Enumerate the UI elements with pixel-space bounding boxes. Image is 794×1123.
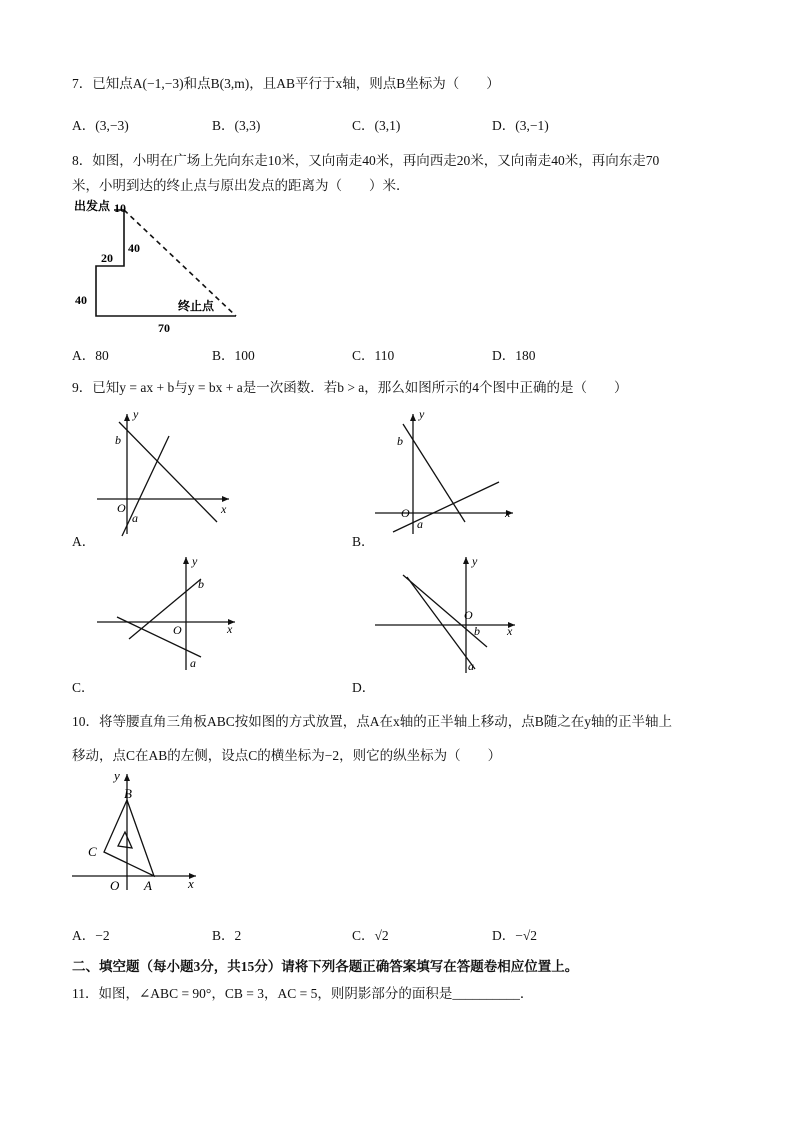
q9a-origin-label: O (117, 501, 126, 515)
q10-point-c: C (88, 844, 97, 859)
q8-seg-label-10: 10 (114, 201, 126, 215)
q8-stem-line1: 8．如图，小明在广场上先向东走10米，又向南走40米，再向西走20米，又向南走40米，再向东走70 (72, 153, 660, 168)
q9b-y-arrow (410, 414, 416, 421)
q9d-y-arrow (463, 557, 469, 564)
q9a-line-2 (122, 436, 169, 536)
q9-stem: 9．已知y = ax + b与y = bx + a是一次函数．若b > a，那么如图所示的4个图中正确的是（ ） (72, 380, 628, 395)
q9d-x-label: x (507, 624, 513, 638)
q9c-line-1 (129, 579, 201, 639)
q9-graph-a (95, 404, 245, 534)
q8-end-label: 终止点 (178, 299, 215, 313)
q10-stem-line2: 移动，点C在AB的左侧，设点C的横坐标为−2，则它的纵坐标为（ ） (72, 748, 502, 763)
q10-triangle-outer (104, 800, 154, 876)
q9d-a-label: a (468, 659, 474, 673)
q9-graph-c (95, 555, 245, 675)
q9-option-c[interactable]: C． (72, 680, 95, 695)
q9b-y-label: y (419, 407, 425, 421)
section2-heading: 二、填空题（每小题3分，共15分）请将下列各题正确答案填写在答题卷相应位置上。 (72, 959, 579, 974)
q8-seg-label-70: 70 (158, 321, 170, 335)
q10-y-label: y (114, 768, 120, 783)
q9c-origin-label: O (173, 623, 182, 637)
q10-point-b: B (124, 786, 132, 801)
q10-option-b[interactable]: B．2 (212, 928, 242, 943)
q9c-y-arrow (183, 557, 189, 564)
q7-option-d[interactable]: D．(3,−1) (492, 118, 549, 133)
q9c-y-label: y (192, 554, 198, 568)
q10-triangle-inner (118, 832, 132, 848)
q10-point-a: A (144, 878, 152, 893)
q9d-line-2 (407, 577, 475, 669)
q8-seg-label-20: 20 (101, 251, 113, 265)
q9-graph-b (373, 404, 523, 534)
q10-option-c[interactable]: C．√2 (352, 928, 389, 943)
q8-seg-label-40a: 40 (128, 241, 140, 255)
q9a-x-label: x (221, 502, 227, 516)
q10-stem-line1: 10．将等腰直角三角板ABC按如图的方式放置，点A在x轴的正半轴上移动，点B随之在y轴的正半轴上 (72, 714, 673, 729)
q7-option-b[interactable]: B．(3,3) (212, 118, 261, 133)
q8-stem-line2: 米，小明到达的终止点与原出发点的距离为（ ）米． (72, 178, 410, 193)
q9b-line-1 (403, 424, 465, 522)
q9b-a-label: a (417, 517, 423, 531)
q9b-origin-label: O (401, 506, 410, 520)
q10-figure (70, 766, 210, 896)
q9a-y-arrow (124, 414, 130, 421)
q9-option-a[interactable]: A． (72, 534, 96, 549)
q9d-origin-label: O (464, 608, 473, 622)
q9-option-d[interactable]: D． (352, 680, 376, 695)
q9-option-b[interactable]: B． (352, 534, 375, 549)
q9c-b-label: b (198, 577, 204, 591)
q10-option-a[interactable]: A．−2 (72, 928, 110, 943)
q10-option-d[interactable]: D．−√2 (492, 928, 538, 943)
q8-figure (70, 196, 250, 336)
q9c-a-label: a (190, 656, 196, 670)
q8-option-d[interactable]: D．180 (492, 348, 536, 363)
q8-walk-path (96, 210, 236, 316)
q9c-line-2 (117, 617, 201, 657)
q8-option-a[interactable]: A．80 (72, 348, 109, 363)
q7-option-a[interactable]: A．(3,−3) (72, 118, 129, 133)
q9a-a-label: a (132, 511, 138, 525)
q9c-x-label: x (227, 622, 233, 636)
q9a-b-label: b (115, 433, 121, 447)
q11-stem: 11．如图，∠ABC = 90°，CB = 3，AC = 5，则阴影部分的面积是__________． (72, 986, 534, 1001)
q9b-b-label: b (397, 434, 403, 448)
q9d-b-label: b (474, 624, 480, 638)
q7-option-c[interactable]: C．(3,1) (352, 118, 401, 133)
q10-y-arrow (124, 774, 130, 781)
q9d-y-label: y (472, 554, 478, 568)
q9a-y-label: y (133, 407, 139, 421)
q7-stem: 7．已知点A(−1,−3)和点B(3,m)，且AB平行于x轴，则点B坐标为（ ） (72, 76, 500, 91)
q9b-x-label: x (505, 506, 511, 520)
q9-graph-d (373, 555, 523, 675)
q8-option-b[interactable]: B．100 (212, 348, 255, 363)
q8-seg-label-40b: 40 (75, 293, 87, 307)
q10-x-label: x (188, 876, 194, 891)
q8-start-label: 出发点 (74, 199, 111, 213)
q8-option-c[interactable]: C．110 (352, 348, 395, 363)
q10-origin-label: O (110, 878, 120, 893)
